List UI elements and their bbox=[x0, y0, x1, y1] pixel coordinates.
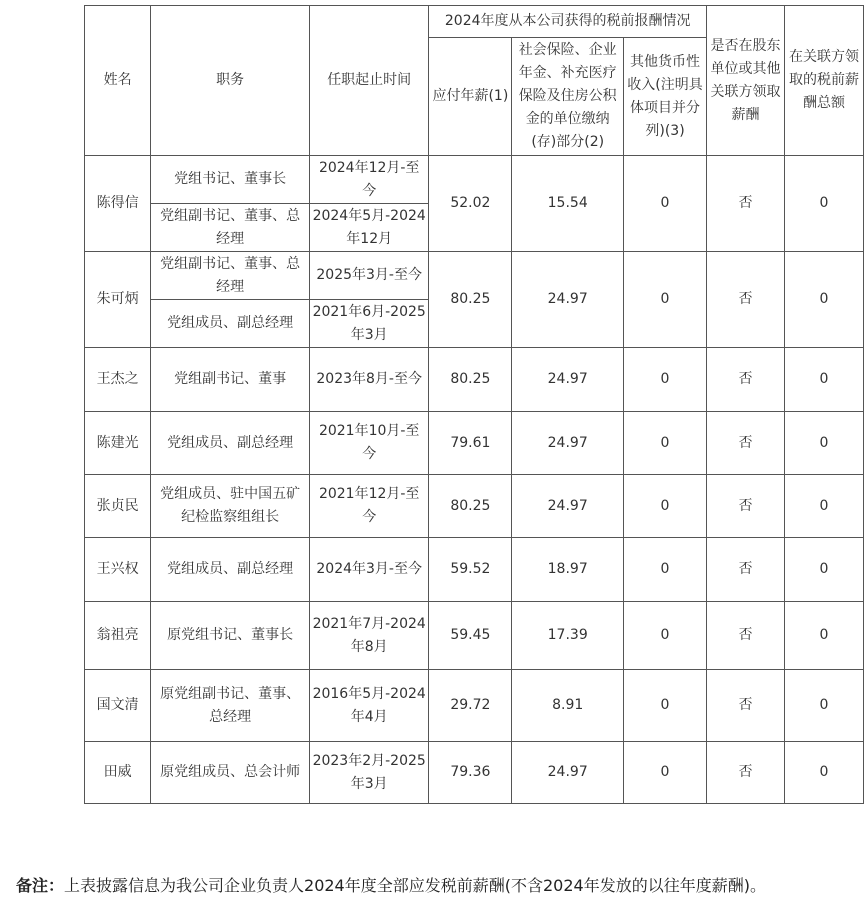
cell-related: 0 bbox=[785, 475, 864, 538]
cell-tenure: 2021年10月-至今 bbox=[310, 412, 429, 475]
cell-shareholder: 否 bbox=[707, 252, 785, 348]
cell-tenure: 2021年6月-2025年3月 bbox=[310, 300, 429, 348]
cell-other: 0 bbox=[624, 475, 707, 538]
header-salary: 应付年薪(1) bbox=[429, 38, 512, 156]
footnote bbox=[16, 873, 766, 896]
cell-salary: 29.72 bbox=[429, 670, 512, 742]
cell-tenure: 2024年3月-至今 bbox=[310, 538, 429, 602]
cell-other: 0 bbox=[624, 670, 707, 742]
cell-related: 0 bbox=[785, 348, 864, 412]
header-social: 社会保险、企业年金、补充医疗保险及住房公积金的单位缴纳(存)部分(2) bbox=[512, 38, 624, 156]
cell-shareholder: 否 bbox=[707, 538, 785, 602]
cell-tenure: 2025年3月-至今 bbox=[310, 252, 429, 300]
cell-name: 王杰之 bbox=[85, 348, 151, 412]
header-shareholder: 是否在股东单位或其他关联方领取薪酬 bbox=[707, 6, 785, 156]
cell-title: 党组书记、董事长 bbox=[151, 156, 310, 204]
cell-shareholder: 否 bbox=[707, 348, 785, 412]
header-related: 在关联方领取的税前薪酬总额 bbox=[785, 6, 864, 156]
cell-salary: 59.52 bbox=[429, 538, 512, 602]
cell-tenure: 2021年12月-至今 bbox=[310, 475, 429, 538]
cell-social: 24.97 bbox=[512, 252, 624, 348]
table-row bbox=[85, 538, 864, 602]
cell-other: 0 bbox=[624, 602, 707, 670]
cell-related: 0 bbox=[785, 670, 864, 742]
cell-title: 原党组书记、董事长 bbox=[151, 602, 310, 670]
cell-shareholder: 否 bbox=[707, 742, 785, 804]
cell-related: 0 bbox=[785, 252, 864, 348]
cell-title: 党组成员、副总经理 bbox=[151, 300, 310, 348]
header-name: 姓名 bbox=[85, 6, 151, 156]
footnote-text: 上表披露信息为我公司企业负责人2024年度全部应发税前薪酬(不含2024年发放的以往年度薪酬)。 bbox=[64, 876, 766, 895]
cell-salary: 79.36 bbox=[429, 742, 512, 804]
cell-name: 张贞民 bbox=[85, 475, 151, 538]
cell-salary: 80.25 bbox=[429, 475, 512, 538]
cell-other: 0 bbox=[624, 412, 707, 475]
cell-related: 0 bbox=[785, 742, 864, 804]
compensation-table bbox=[84, 5, 864, 804]
cell-other: 0 bbox=[624, 538, 707, 602]
cell-salary: 59.45 bbox=[429, 602, 512, 670]
cell-social: 8.91 bbox=[512, 670, 624, 742]
cell-title: 党组副书记、董事、总经理 bbox=[151, 204, 310, 252]
cell-shareholder: 否 bbox=[707, 412, 785, 475]
cell-tenure: 2024年12月-至今 bbox=[310, 156, 429, 204]
table-row bbox=[85, 742, 864, 804]
cell-tenure: 2023年8月-至今 bbox=[310, 348, 429, 412]
table-row bbox=[85, 475, 864, 538]
table-row bbox=[85, 670, 864, 742]
cell-title: 党组副书记、董事、总经理 bbox=[151, 252, 310, 300]
table-row bbox=[85, 412, 864, 475]
cell-social: 17.39 bbox=[512, 602, 624, 670]
cell-name: 田威 bbox=[85, 742, 151, 804]
cell-shareholder: 否 bbox=[707, 156, 785, 252]
cell-shareholder: 否 bbox=[707, 475, 785, 538]
cell-name: 陈得信 bbox=[85, 156, 151, 252]
cell-title: 党组副书记、董事 bbox=[151, 348, 310, 412]
cell-social: 18.97 bbox=[512, 538, 624, 602]
cell-name: 王兴权 bbox=[85, 538, 151, 602]
cell-tenure: 2023年2月-2025年3月 bbox=[310, 742, 429, 804]
cell-other: 0 bbox=[624, 742, 707, 804]
cell-name: 陈建光 bbox=[85, 412, 151, 475]
cell-name: 朱可炳 bbox=[85, 252, 151, 348]
cell-tenure: 2016年5月-2024年4月 bbox=[310, 670, 429, 742]
cell-title: 党组成员、副总经理 bbox=[151, 412, 310, 475]
cell-tenure: 2021年7月-2024年8月 bbox=[310, 602, 429, 670]
header-tenure: 任职起止时间 bbox=[310, 6, 429, 156]
cell-salary: 52.02 bbox=[429, 156, 512, 252]
cell-social: 24.97 bbox=[512, 412, 624, 475]
cell-other: 0 bbox=[624, 348, 707, 412]
cell-social: 24.97 bbox=[512, 742, 624, 804]
cell-name: 翁祖亮 bbox=[85, 602, 151, 670]
cell-shareholder: 否 bbox=[707, 670, 785, 742]
cell-related: 0 bbox=[785, 412, 864, 475]
cell-related: 0 bbox=[785, 602, 864, 670]
cell-social: 15.54 bbox=[512, 156, 624, 252]
cell-other: 0 bbox=[624, 252, 707, 348]
header-title: 职务 bbox=[151, 6, 310, 156]
footnote-label: 备注： bbox=[16, 876, 65, 895]
cell-title: 原党组副书记、董事、总经理 bbox=[151, 670, 310, 742]
cell-title: 党组成员、副总经理 bbox=[151, 538, 310, 602]
cell-related: 0 bbox=[785, 156, 864, 252]
table-row bbox=[85, 348, 864, 412]
cell-title: 原党组成员、总会计师 bbox=[151, 742, 310, 804]
header-group: 2024年度从本公司获得的税前报酬情况 bbox=[429, 6, 707, 38]
table-row bbox=[85, 602, 864, 670]
cell-other: 0 bbox=[624, 156, 707, 252]
cell-related: 0 bbox=[785, 538, 864, 602]
table-row bbox=[85, 252, 864, 300]
cell-tenure: 2024年5月-2024年12月 bbox=[310, 204, 429, 252]
header-other: 其他货币性收入(注明具体项目并分列)(3) bbox=[624, 38, 707, 156]
cell-salary: 80.25 bbox=[429, 252, 512, 348]
cell-social: 24.97 bbox=[512, 348, 624, 412]
cell-salary: 80.25 bbox=[429, 348, 512, 412]
cell-shareholder: 否 bbox=[707, 602, 785, 670]
cell-title: 党组成员、驻中国五矿纪检监察组组长 bbox=[151, 475, 310, 538]
cell-name: 国文清 bbox=[85, 670, 151, 742]
table-row bbox=[85, 156, 864, 204]
cell-salary: 79.61 bbox=[429, 412, 512, 475]
cell-social: 24.97 bbox=[512, 475, 624, 538]
